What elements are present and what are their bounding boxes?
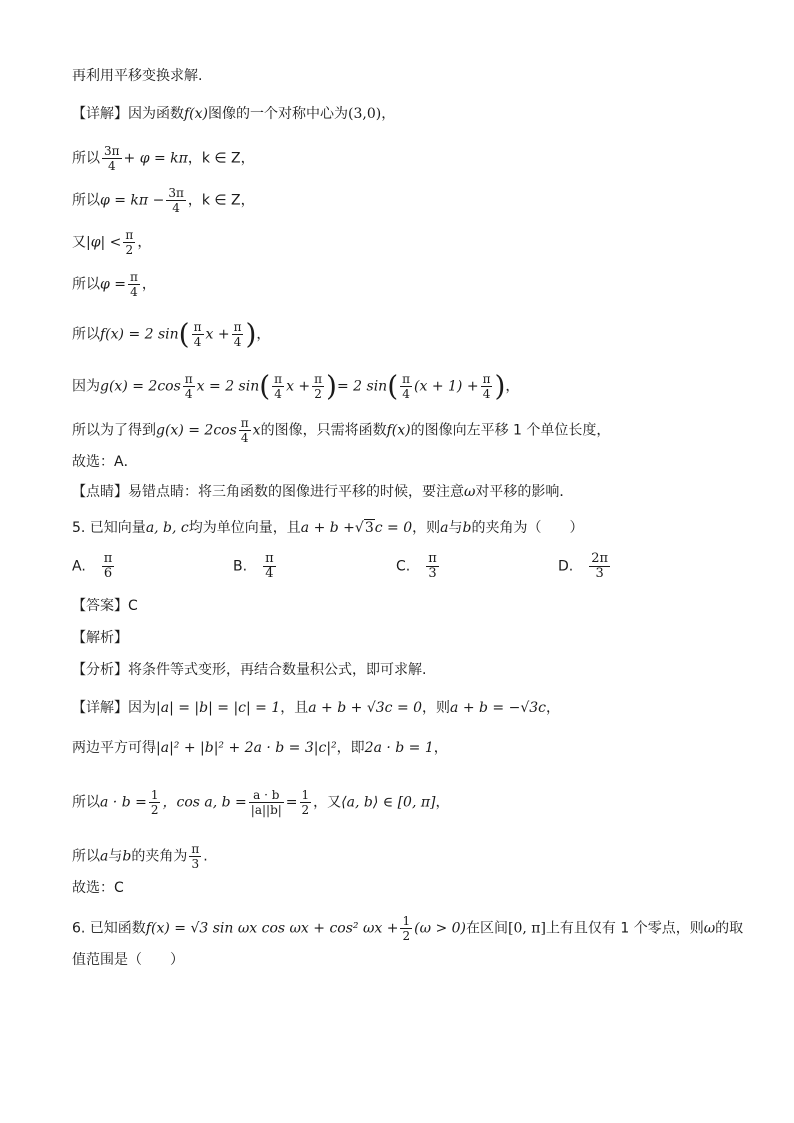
math-expression: [0, π] <box>508 920 546 937</box>
paragraph-text: 所以 <box>72 150 100 167</box>
paragraph-text: ， <box>381 106 396 122</box>
math-expression: a · b = <box>100 794 147 811</box>
option-d[interactable] <box>558 552 612 581</box>
paragraph-text: 所以 <box>72 192 100 209</box>
fraction: $\frac{\pi}{4}$ <box>129 270 138 299</box>
text-line <box>72 452 138 472</box>
math-expression: x + <box>286 378 311 395</box>
paragraph-text: 的夹角为 <box>131 848 188 865</box>
text-line <box>72 228 151 257</box>
right-paren: ) <box>245 317 257 351</box>
paragraph-text: 的图像，只需将函数 <box>260 422 387 439</box>
detail-line <box>72 788 450 817</box>
fraction: $\frac{2\pi}{3}$ <box>591 551 609 581</box>
paragraph-text: 所以 <box>72 794 100 811</box>
math-expression: φ = kπ − <box>100 192 165 209</box>
left-paren: ( <box>259 369 271 403</box>
text-line <box>72 270 156 299</box>
paragraph-text: ， <box>546 700 561 716</box>
math-expression: f(x) <box>386 422 411 439</box>
text-line <box>72 144 255 173</box>
math-expression: x = 2 sin <box>196 378 260 395</box>
paragraph-text: ， <box>141 276 156 293</box>
math-expression: ⟨a, b⟩ ∈ [0, π] <box>341 794 436 811</box>
fraction: $\frac{1}{2}$ <box>402 914 411 943</box>
fraction: $\frac{\pi}{4}$ <box>265 551 274 581</box>
paragraph-text: 图像的一个对称中心为 <box>208 106 349 122</box>
question-text: 的取 <box>715 920 744 937</box>
math-expression: c = 0 <box>374 520 413 536</box>
math-expression: ω <box>703 920 716 937</box>
paragraph-text: 所以为了得到 <box>72 422 156 439</box>
left-paren: ( <box>387 369 399 403</box>
math-expression: b <box>462 520 472 536</box>
left-paren: ( <box>178 317 190 351</box>
question-text: 的夹角为（ ） <box>471 520 584 536</box>
paragraph-text: ，即 <box>336 740 365 756</box>
detail-line <box>72 738 448 758</box>
question-text: 在区间 <box>466 920 508 937</box>
option-label: D. <box>558 558 574 575</box>
option-label: C. <box>396 558 411 575</box>
paragraph-text: ， <box>505 378 520 395</box>
question-6-stem-cont <box>72 950 184 970</box>
section-tag: 【分析】 <box>72 662 128 678</box>
fraction: $\frac{3\pi}{4}$ <box>104 144 120 173</box>
sqrt-expression: √3 <box>354 520 374 536</box>
fraction: $\frac{\pi}{4}$ <box>482 372 491 401</box>
math-expression: a, b, c <box>145 520 189 536</box>
question-6-stem <box>72 914 743 943</box>
math-expression: ω <box>464 484 476 500</box>
detail-line <box>72 842 208 871</box>
section-tag: 【详解】 <box>72 700 128 716</box>
paragraph-text: ， <box>137 234 152 251</box>
analysis-line <box>72 660 426 680</box>
paragraph-text: 所以 <box>72 276 100 293</box>
paragraph-text: 两边平方可得 <box>72 740 156 756</box>
paragraph-text: 因为函数 <box>128 106 184 122</box>
fraction: $\frac{\pi}{4}$ <box>240 416 249 445</box>
fraction: $\frac{3\pi}{4}$ <box>168 186 184 215</box>
text-line <box>72 416 610 445</box>
math-expression: |a|² + |b|² + 2a · b = 3|c|² <box>156 740 337 756</box>
math-expression: x + <box>205 326 230 343</box>
question-text: 5. 已知向量 <box>72 520 146 536</box>
math-expression: |a| = |b| = |c| = 1 <box>156 700 281 716</box>
question-text: 6. 已知函数 <box>72 920 146 937</box>
paragraph-text: 因为 <box>128 700 156 716</box>
option-c[interactable] <box>396 552 441 581</box>
math-expression: 2a · b = 1 <box>364 740 434 756</box>
analysis-header <box>72 628 128 648</box>
paragraph-text: 故选：C <box>72 880 124 896</box>
fraction: $\frac{1}{2}$ <box>301 788 310 817</box>
section-tag: 【详解】 <box>72 106 128 122</box>
math-expression: g(x) = 2cos <box>100 378 181 395</box>
math-expression: x <box>252 422 261 439</box>
fraction: $\frac{\pi}{4}$ <box>274 372 283 401</box>
question-text: 均为单位向量，且 <box>188 520 301 536</box>
paragraph-text: ， <box>256 326 271 343</box>
section-tag: 【解析】 <box>72 630 128 646</box>
detail-line <box>72 698 560 718</box>
text-line <box>72 66 202 86</box>
paragraph-text: ，k ∈ Z， <box>187 192 255 209</box>
paragraph-text: ，又 <box>313 794 342 811</box>
math-expression: (3,0) <box>348 106 382 122</box>
math-expression: a <box>100 848 109 865</box>
paragraph-text: 对平移的影响． <box>475 484 574 500</box>
fraction: $\frac{\pi}{4}$ <box>402 372 411 401</box>
detail-line <box>72 878 124 898</box>
fraction: $\frac{\pi}{2}$ <box>125 228 134 257</box>
math-expression: |φ| < <box>86 234 122 251</box>
text-line <box>72 104 395 124</box>
paragraph-text: . <box>203 848 208 865</box>
math-expression: φ = <box>100 276 126 293</box>
section-tag: 【点睛】 <box>72 484 128 500</box>
math-expression: b <box>122 848 132 865</box>
paragraph-text: 又 <box>72 234 86 251</box>
paragraph-text: 与 <box>108 848 123 865</box>
math-expression: f(x) = √3 sin ωx cos ωx + cos² ωx + <box>145 920 399 937</box>
fraction: $\frac{\pi}{4}$ <box>233 320 242 349</box>
math-expression: f(x) = 2 sin <box>100 326 179 343</box>
fraction: $\frac{1}{2}$ <box>150 788 159 817</box>
math-expression: (x + 1) + <box>414 378 479 395</box>
option-b[interactable] <box>233 552 278 581</box>
paragraph-text: ， <box>435 794 450 811</box>
fraction: $\frac{\pi}{3}$ <box>191 842 200 871</box>
fraction: $\frac{\pi}{4}$ <box>184 372 193 401</box>
math-expression: (ω > 0) <box>414 920 466 937</box>
math-expression: a + b = −√3c <box>450 700 547 716</box>
paragraph-text: 易错点睛：将三角函数的图像进行平移的时候，要注意 <box>128 484 464 500</box>
math-expression: f(x) <box>184 106 209 122</box>
math-expression: = <box>285 794 298 811</box>
question-text: 与 <box>448 520 463 536</box>
paragraph-text: 再利用平移变换求解. <box>72 68 203 84</box>
paragraph-text: ，k ∈ Z， <box>187 150 255 167</box>
text-line <box>72 317 271 351</box>
option-label: A. <box>72 558 86 575</box>
right-paren: ) <box>494 369 506 403</box>
math-expression: a + b + √3c = 0 <box>308 700 423 716</box>
fraction: $\frac{\pi}{4}$ <box>193 320 202 349</box>
paragraph-text: 的图像向左平移 1 个单位长度， <box>410 422 611 439</box>
fraction: $\frac{\pi}{2}$ <box>314 372 323 401</box>
question-text: ，则 <box>412 520 441 536</box>
option-a[interactable] <box>72 552 116 581</box>
math-expression: a <box>440 520 449 536</box>
math-expression: = 2 sin <box>336 378 388 395</box>
question-text: 上有且仅有 1 个零点，则 <box>545 920 704 937</box>
paragraph-text: 将条件等式变形，再结合数量积公式，即可求解. <box>128 662 427 678</box>
text-line <box>72 482 573 502</box>
fraction: $\frac{\pi}{3}$ <box>428 551 437 581</box>
math-expression: ，cos a, b = <box>162 794 247 811</box>
right-paren: ) <box>326 369 337 403</box>
question-5-stem <box>72 518 583 538</box>
paragraph-text: ， <box>433 740 448 756</box>
paragraph-text: ，则 <box>422 700 451 716</box>
answer-text: 【答案】C <box>72 598 138 614</box>
paragraph-text: 因为 <box>72 378 100 395</box>
paragraph-text: 所以 <box>72 848 100 865</box>
paragraph-text: ，且 <box>280 700 309 716</box>
paragraph-text: 所以 <box>72 326 100 343</box>
answer-line <box>72 596 138 616</box>
text-line <box>72 186 255 215</box>
math-expression: + φ = kπ <box>123 150 188 167</box>
fraction: $\frac{\pi}{6}$ <box>103 551 113 581</box>
text-line <box>72 369 520 403</box>
option-label: B. <box>233 558 248 575</box>
paragraph-text: 故选：A． <box>72 454 138 470</box>
question-text: 值范围是（ ） <box>72 952 184 968</box>
math-expression: g(x) = 2cos <box>156 422 237 439</box>
math-expression: a + b + <box>300 520 355 536</box>
fraction: $\frac{a \cdot b}{|a||b|}$ <box>250 788 282 817</box>
